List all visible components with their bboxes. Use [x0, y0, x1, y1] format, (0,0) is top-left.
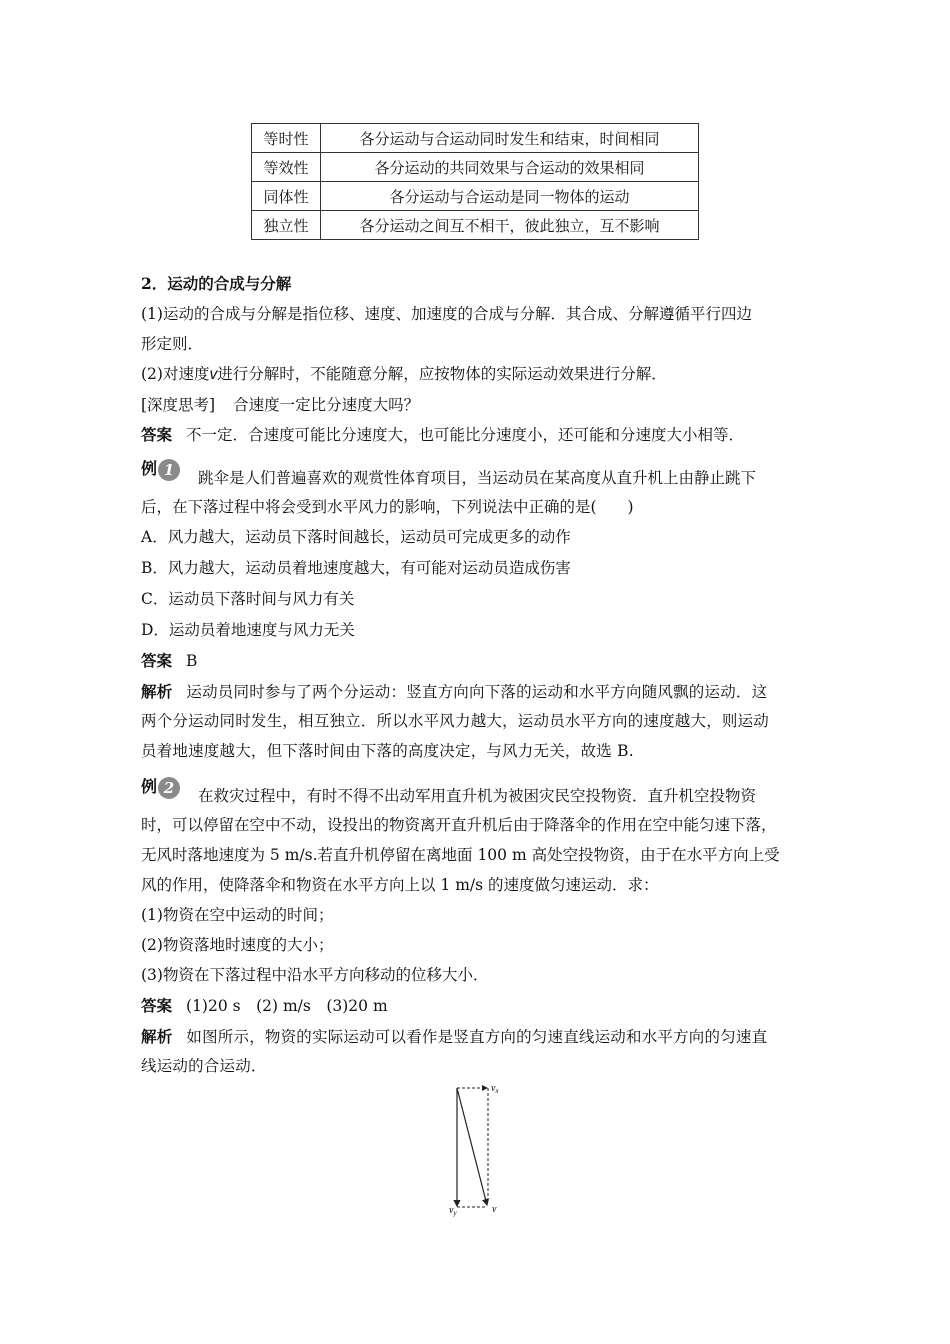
example-badge	[141, 459, 180, 481]
question-stem: 时，可以停留在空中不动，设投出的物资离开直升机后由于降落伞的作用在空中能匀速下落，	[141, 816, 777, 834]
paragraph-line: 形定则．	[141, 335, 204, 353]
example-number: 2	[158, 777, 180, 799]
table-row	[252, 124, 699, 153]
answer-text: B	[186, 652, 198, 670]
question-stem: 无风时落地速度为 5 m/s.若直升机停留在离地面 100 m 高处空投物资，由于在水平方向上受	[141, 846, 780, 864]
v-resultant-vector	[457, 1088, 487, 1205]
table-row	[252, 182, 699, 211]
table-value: 各分运动的共同效果与合运动的效果相同	[321, 153, 699, 182]
section-heading: 2．运动的合成与分解	[141, 274, 292, 293]
variable: v	[209, 366, 218, 383]
analysis-line: 员着地速度越大，但下落时间由下落的高度决定，与风力无关，故选 B.	[141, 742, 634, 760]
answer-label: 答案	[141, 425, 173, 444]
answer-line	[141, 996, 388, 1016]
think-label: [深度思考]	[141, 396, 216, 414]
example-label: 例	[141, 459, 158, 478]
table-value: 各分运动之间互不相干，彼此独立，互不影响	[321, 211, 699, 240]
table-key: 等效性	[252, 153, 321, 182]
velocity-diagram	[440, 1076, 520, 1221]
analysis-label: 解析	[141, 682, 173, 701]
table-key: 独立性	[252, 211, 321, 240]
analysis-line: 线运动的合运动．	[141, 1057, 267, 1075]
analysis-line	[141, 682, 767, 702]
deep-thinking	[141, 395, 419, 415]
question-stem: 后，在下落过程中将会受到水平风力的影响，下列说法中正确的是( )	[141, 498, 634, 516]
properties-table	[251, 123, 699, 240]
sub-question: (1)物资在空中运动的时间；	[141, 906, 334, 924]
analysis-label: 解析	[141, 1027, 173, 1046]
answer-text: (1)20 s (2) m/s (3)20 m	[186, 997, 388, 1015]
paragraph-line: (1)运动的合成与分解是指位移、速度、加速度的合成与分解．其合成、分解遵循平行四边	[141, 305, 752, 323]
answer-label: 答案	[141, 996, 173, 1015]
example-number: 1	[158, 459, 180, 481]
analysis-line: 两个分运动同时发生，相互独立．所以水平风力越大，运动员水平方向的速度越大，则运动	[141, 712, 770, 730]
analysis-text: 如图所示，物资的实际运动可以看作是竖直方向的匀速直线运动和水平方向的匀速直	[186, 1028, 768, 1046]
question-stem: 跳伞是人们普遍喜欢的观赏性体育项目，当运动员在某高度从直升机上由静止跳下	[198, 469, 757, 487]
example-label: 例	[141, 777, 158, 796]
label-v: v	[492, 1204, 497, 1215]
table-row	[252, 211, 699, 240]
text: 进行分解时，不能随意分解，应按物体的实际运动效果进行分解．	[217, 365, 667, 383]
sub-question: (3)物资在下落过程中沿水平方向移动的位移大小．	[141, 966, 489, 984]
answer-label: 答案	[141, 651, 173, 670]
label-vy: $v_y$	[449, 1205, 457, 1217]
analysis-text: 运动员同时参与了两个分运动：竖直方向向下落的运动和水平方向随风飘的运动．这	[186, 683, 768, 701]
label-vx: $v_x$	[491, 1083, 499, 1095]
sub-question: (2)物资落地时速度的大小；	[141, 936, 334, 954]
think-text: 合速度一定比分速度大吗？	[233, 396, 420, 414]
table-key: 同体性	[252, 182, 321, 211]
answer-text: 不一定．合速度可能比分速度大，也可能比分速度小，还可能和分速度大小相等．	[186, 426, 745, 444]
option-c: C．运动员下落时间与风力有关	[141, 590, 355, 608]
text: (2)对速度	[141, 365, 210, 383]
option-a: A．风力越大，运动员下落时间越长，运动员可完成更多的动作	[141, 528, 571, 546]
table-value: 各分运动与合运动同时发生和结束，时间相同	[321, 124, 699, 153]
analysis-line	[141, 1027, 767, 1047]
paragraph-line	[141, 364, 667, 385]
answer-line	[141, 651, 197, 671]
answer-line	[141, 425, 744, 445]
table-key: 等时性	[252, 124, 321, 153]
table-row	[252, 153, 699, 182]
example-badge	[141, 777, 180, 799]
option-b: B．风力越大，运动员着地速度越大，有可能对运动员造成伤害	[141, 559, 571, 577]
table-value: 各分运动与合运动是同一物体的运动	[321, 182, 699, 211]
question-stem: 在救灾过程中，有时不得不出动军用直升机为被困灾民空投物资．直升机空投物资	[198, 787, 757, 805]
question-stem: 风的作用，使降落伞和物资在水平方向上以 1 m/s 的速度做匀速运动．求：	[141, 876, 659, 894]
option-d: D．运动员着地速度与风力无关	[141, 621, 355, 639]
